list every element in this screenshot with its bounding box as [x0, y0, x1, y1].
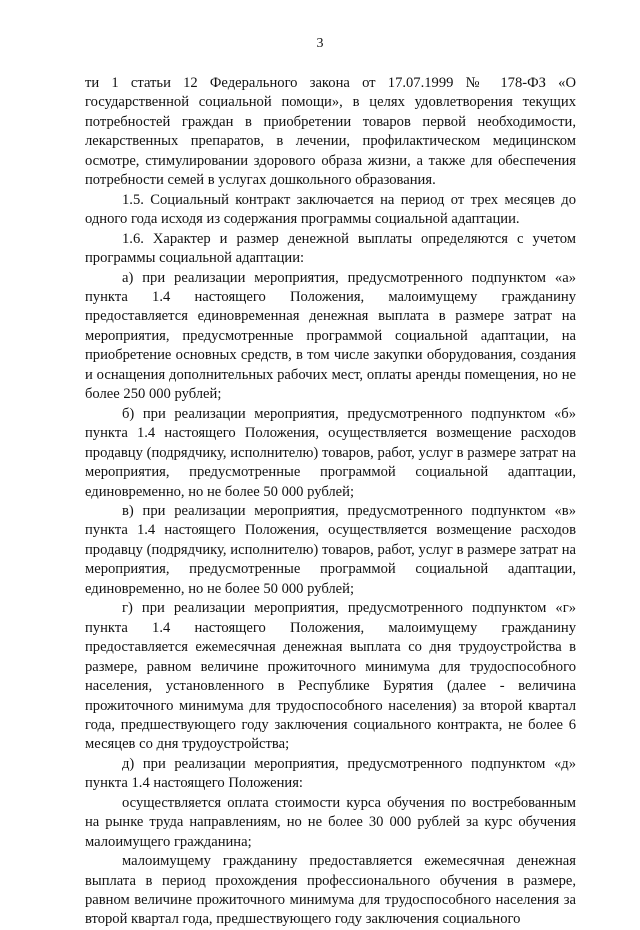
paragraph-1-5: 1.5. Социальный контракт заключается на период от трех месяцев до одного года исходя из содержания программы социальной адаптации. — [85, 191, 576, 228]
paragraph-item-b: б) при реализации мероприятия, предусмотренного подпунктом «б» пункта 1.4 настоящего Положения, осуществляется возмещение расходов продавцу (подрядчику, исполнителю) товаров, работ, услуг в размере затрат на мероприятия, предусмотренные программой социальной адаптации, единовременно, но не более 50 000 рублей; — [85, 405, 576, 500]
paragraph-1-6: 1.6. Характер и размер денежной выплаты определяются с учетом программы социальной адаптации: — [85, 230, 576, 267]
paragraph-continuation: ти 1 статьи 12 Федерального закона от 17.07.1999 № 178-ФЗ «О государственной социальной помощи», в целях удовлетворения текущих потребностей граждан в приобретении товаров первой необходимости, лекарственных препаратов, в лечении, профилактическом медицинском осмотре, стимулировании здорового образа жизни, а также для обеспечения потребности семей в услугах дошкольного образования. — [85, 75, 576, 189]
page-number: 3 — [316, 36, 324, 51]
paragraph-training-payment: осуществляется оплата стоимости курса обучения по востребованным на рынке труда направлениям, но не более 30 000 рублей за курс обучения малоимущего гражданина; — [85, 794, 576, 850]
paragraph-item-d: д) при реализации мероприятия, предусмотренного подпунктом «д» пункта 1.4 настоящего Положения: — [85, 755, 576, 792]
document-body — [85, 74, 576, 930]
paragraph-item-v: в) при реализации мероприятия, предусмотренного подпунктом «в» пункта 1.4 настоящего Положения, осуществляется возмещение расходов продавцу (подрядчику, исполнителю) товаров, работ, услуг в размере затрат на мероприятия, предусмотренные программой социальной адаптации, единовременно, но не более 50 000 рублей; — [85, 502, 576, 597]
paragraph-item-g: г) при реализации мероприятия, предусмотренного подпунктом «г» пункта 1.4 настоящего Положения, малоимущему гражданину предоставляется ежемесячная денежная выплата со дня трудоустройства в размере, равном величине прожиточного минимума для трудоспособного населения, установленного в Республике Бурятия (далее - величина прожиточного минимума для трудоспособного населения) за второй квартал года, предшествующего году заключения социального контракта, не более 6 месяцев со дня трудоустройства; — [85, 600, 576, 753]
paragraph-item-a: а) при реализации мероприятия, предусмотренного подпунктом «а» пункта 1.4 настоящего Положения, малоимущему гражданину предоставляется единовременная денежная выплата в размере затрат на мероприятия, предусмотренные программой социальной адаптации, на приобретение основных средств, в том числе закупки оборудования, создания и оснащения дополнительных рабочих мест, оплаты аренды помещения, но не более 250 000 рублей; — [85, 269, 576, 403]
paragraph-monthly-payment: малоимущему гражданину предоставляется ежемесячная денежная выплата в период прохождения профессионального обучения в размере, равном величине прожиточного минимума для трудоспособного населения за второй квартал года, предшествующего году заключения социального — [85, 853, 576, 928]
